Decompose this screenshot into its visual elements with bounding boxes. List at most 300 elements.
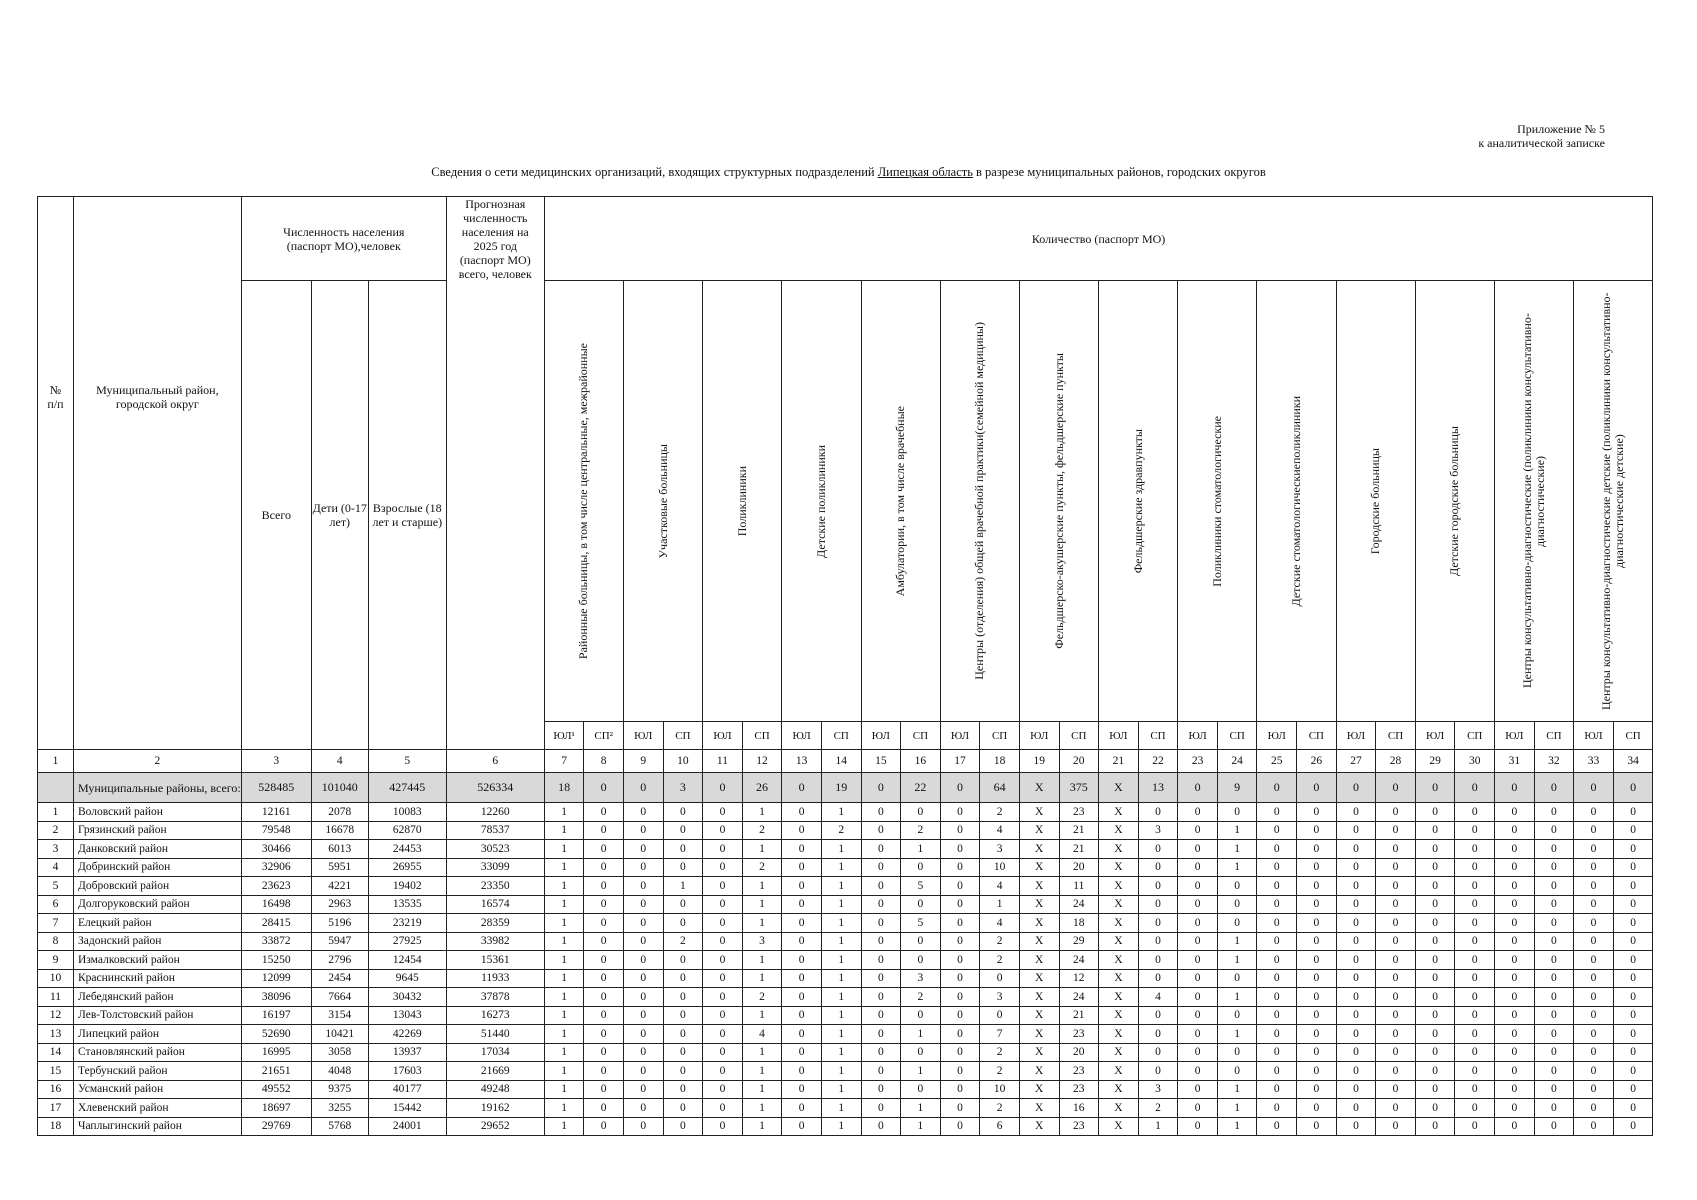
table-cell: 17603 <box>368 1062 446 1081</box>
title-text-before: Сведения о сети медицинских организаций, входящих структурных подразделений <box>431 165 878 179</box>
table-cell: 0 <box>1574 969 1614 988</box>
table-cell: 19402 <box>368 877 446 896</box>
table-cell: 0 <box>1574 914 1614 933</box>
table-cell: 0 <box>1297 1117 1337 1136</box>
table-cell: 18 <box>1059 914 1099 933</box>
header-sp: СП <box>1059 722 1099 750</box>
column-number: 5 <box>368 750 446 773</box>
table-cell: 1 <box>980 895 1020 914</box>
total-cell: 64 <box>980 773 1020 803</box>
table-cell: 0 <box>861 1006 901 1025</box>
table-cell: 0 <box>1217 895 1257 914</box>
table-cell: X <box>1099 1043 1139 1062</box>
table-cell: 0 <box>901 895 941 914</box>
row-district-name: Усманский район <box>74 1080 242 1099</box>
table-cell: X <box>1099 1117 1139 1136</box>
table-cell: 0 <box>1574 821 1614 840</box>
table-cell: 0 <box>782 877 822 896</box>
column-number: 30 <box>1455 750 1495 773</box>
table-cell: 1 <box>821 1099 861 1118</box>
table-cell: 0 <box>1534 969 1574 988</box>
table-cell: X <box>1099 895 1139 914</box>
table-cell: 0 <box>940 951 980 970</box>
column-number: 16 <box>901 750 941 773</box>
table-cell: 0 <box>703 840 743 859</box>
table-cell: X <box>1099 858 1139 877</box>
table-cell: 0 <box>1574 1043 1614 1062</box>
header-total: Всего <box>241 281 311 750</box>
table-cell: 0 <box>782 1006 822 1025</box>
table-cell: 0 <box>1376 988 1416 1007</box>
table-cell: 12454 <box>368 951 446 970</box>
table-cell: 0 <box>703 803 743 822</box>
table-cell: 0 <box>861 988 901 1007</box>
table-cell: 0 <box>1336 914 1376 933</box>
table-cell: 0 <box>1138 1006 1178 1025</box>
table-cell: 1 <box>544 951 584 970</box>
appendix-note <box>1478 122 1605 150</box>
table-cell: 0 <box>1574 1006 1614 1025</box>
header-sp: СП <box>742 722 782 750</box>
table-cell: 30523 <box>446 840 544 859</box>
table-cell: 0 <box>1297 895 1337 914</box>
table-cell: 0 <box>703 1099 743 1118</box>
table-cell: 0 <box>1455 1099 1495 1118</box>
total-cell: 19 <box>821 773 861 803</box>
table-cell: 0 <box>1178 1025 1218 1044</box>
table-cell: 0 <box>1534 932 1574 951</box>
table-cell: 0 <box>1415 895 1455 914</box>
table-row <box>38 988 1653 1007</box>
total-cell: 13 <box>1138 773 1178 803</box>
table-cell: 3 <box>980 988 1020 1007</box>
table-cell: 0 <box>584 840 624 859</box>
header-ul: ЮЛ <box>1019 722 1059 750</box>
table-cell: 9645 <box>368 969 446 988</box>
table-cell: 5196 <box>311 914 368 933</box>
table-cell: 0 <box>1336 1025 1376 1044</box>
table-cell: X <box>1019 840 1059 859</box>
table-cell: 1 <box>742 803 782 822</box>
table-cell: 0 <box>1297 877 1337 896</box>
table-cell: 0 <box>1297 1043 1337 1062</box>
table-cell: 0 <box>1415 1080 1455 1099</box>
table-cell: 0 <box>1495 1062 1535 1081</box>
table-cell: 26955 <box>368 858 446 877</box>
table-cell: 0 <box>901 932 941 951</box>
table-cell: 33099 <box>446 858 544 877</box>
table-cell: 0 <box>1495 969 1535 988</box>
table-cell: 2 <box>980 1062 1020 1081</box>
table-cell: 1 <box>1217 1099 1257 1118</box>
table-cell: 0 <box>584 858 624 877</box>
table-cell: 0 <box>940 932 980 951</box>
table-cell: 4221 <box>311 877 368 896</box>
table-cell: 0 <box>1613 932 1653 951</box>
table-cell: 15250 <box>241 951 311 970</box>
table-cell: 0 <box>584 951 624 970</box>
table-cell: 0 <box>1534 895 1574 914</box>
table-cell: 2 <box>742 988 782 1007</box>
table-cell: 0 <box>1613 1006 1653 1025</box>
table-cell: 0 <box>861 932 901 951</box>
table-cell: 2963 <box>311 895 368 914</box>
header-forecast-label: Прогнозная численность населения на 2025 год (паспорт МО) всего, человек <box>458 197 532 281</box>
header-sp: СП <box>821 722 861 750</box>
total-cell: 26 <box>742 773 782 803</box>
table-cell: 0 <box>901 858 941 877</box>
table-cell: 10083 <box>368 803 446 822</box>
table-cell: 2 <box>980 932 1020 951</box>
table-row <box>38 1006 1653 1025</box>
total-cell: 0 <box>1257 773 1297 803</box>
table-cell: 0 <box>1336 1062 1376 1081</box>
table-cell: 0 <box>1613 1099 1653 1118</box>
header-sp: СП² <box>584 722 624 750</box>
table-cell: 29769 <box>241 1117 311 1136</box>
table-cell: 11 <box>1059 877 1099 896</box>
table-cell: 24001 <box>368 1117 446 1136</box>
table-cell: 10421 <box>311 1025 368 1044</box>
table-cell: 0 <box>1376 821 1416 840</box>
table-cell: 0 <box>861 951 901 970</box>
table-cell: X <box>1099 1025 1139 1044</box>
table-cell: X <box>1099 1006 1139 1025</box>
table-cell: 0 <box>1455 1080 1495 1099</box>
table-cell: 0 <box>1257 988 1297 1007</box>
table-cell: 0 <box>1613 1117 1653 1136</box>
table-cell: 0 <box>1257 877 1297 896</box>
table-cell: 0 <box>1574 840 1614 859</box>
table-cell: 0 <box>663 858 703 877</box>
table-cell: 0 <box>1574 858 1614 877</box>
row-district-name: Измалковский район <box>74 951 242 970</box>
row-num: 13 <box>38 1025 74 1044</box>
header-population: Численность населения (паспорт МО),человек <box>241 197 446 281</box>
table-cell: 0 <box>1495 988 1535 1007</box>
table-cell: 0 <box>1613 969 1653 988</box>
column-number: 6 <box>446 750 544 773</box>
table-cell: 0 <box>1178 969 1218 988</box>
table-cell: 0 <box>1613 840 1653 859</box>
table-cell: 0 <box>861 1117 901 1136</box>
table-cell: 0 <box>1613 877 1653 896</box>
total-cell: 0 <box>940 773 980 803</box>
table-cell: 0 <box>1495 858 1535 877</box>
table-cell: X <box>1019 858 1059 877</box>
table-cell: 0 <box>861 858 901 877</box>
table-cell: X <box>1019 969 1059 988</box>
table-cell: 0 <box>1178 1006 1218 1025</box>
table-cell: 0 <box>584 1080 624 1099</box>
table-cell: 29652 <box>446 1117 544 1136</box>
header-ul: ЮЛ <box>1495 722 1535 750</box>
table-cell: 0 <box>1415 840 1455 859</box>
table-cell: 1 <box>544 914 584 933</box>
table-cell: 0 <box>1455 951 1495 970</box>
table-cell: 0 <box>1534 1099 1574 1118</box>
table-cell: 0 <box>861 969 901 988</box>
table-cell: 0 <box>1217 1043 1257 1062</box>
table-cell: 0 <box>1257 858 1297 877</box>
table-cell: 0 <box>1178 914 1218 933</box>
header-sp: СП <box>1376 722 1416 750</box>
table-cell: 0 <box>623 840 663 859</box>
table-cell: 0 <box>1415 951 1455 970</box>
table-cell: 0 <box>1257 1025 1297 1044</box>
table-cell: 1 <box>821 1117 861 1136</box>
table-cell: 0 <box>623 1006 663 1025</box>
table-cell: 2454 <box>311 969 368 988</box>
table-cell: X <box>1019 877 1059 896</box>
header-ul: ЮЛ <box>782 722 822 750</box>
table-cell: 0 <box>1495 1099 1535 1118</box>
table-cell: 0 <box>1495 821 1535 840</box>
table-cell: 0 <box>1297 1025 1337 1044</box>
table-cell: 0 <box>623 951 663 970</box>
table-cell: 4 <box>980 821 1020 840</box>
table-cell: 0 <box>1455 1062 1495 1081</box>
table-cell: 2 <box>980 1099 1020 1118</box>
table-cell: 0 <box>623 988 663 1007</box>
table-cell: 0 <box>1495 1025 1535 1044</box>
table-cell: 5 <box>901 914 941 933</box>
table-cell: 0 <box>1336 988 1376 1007</box>
table-cell: 21669 <box>446 1062 544 1081</box>
table-cell: 0 <box>940 858 980 877</box>
table-cell: 0 <box>1495 877 1535 896</box>
table-cell: 3 <box>742 932 782 951</box>
total-cell: 3 <box>663 773 703 803</box>
table-cell: 0 <box>1257 1099 1297 1118</box>
total-cell: 0 <box>1415 773 1455 803</box>
table-cell: 0 <box>782 969 822 988</box>
header-sp: СП <box>1534 722 1574 750</box>
table-cell: 2 <box>980 803 1020 822</box>
row-num: 12 <box>38 1006 74 1025</box>
table-cell: 0 <box>584 1006 624 1025</box>
table-cell: 1 <box>544 858 584 877</box>
table-cell: 2 <box>821 821 861 840</box>
table-cell: 1 <box>742 1062 782 1081</box>
document-title <box>0 165 1697 180</box>
table-cell: 5951 <box>311 858 368 877</box>
table-cell: 0 <box>1455 895 1495 914</box>
table-cell: 42269 <box>368 1025 446 1044</box>
table-cell: 0 <box>1257 1062 1297 1081</box>
table-cell: 0 <box>1138 877 1178 896</box>
table-cell: 28415 <box>241 914 311 933</box>
table-cell: 1 <box>821 803 861 822</box>
table-cell: 0 <box>623 858 663 877</box>
table-cell: 0 <box>1178 803 1218 822</box>
table-cell: 0 <box>861 1043 901 1062</box>
row-num: 10 <box>38 969 74 988</box>
total-cell: 0 <box>1178 773 1218 803</box>
table-cell: 0 <box>861 895 901 914</box>
table-cell: 1 <box>1217 840 1257 859</box>
header-category-5 <box>861 281 940 722</box>
table-cell: 0 <box>1336 932 1376 951</box>
table-cell: 0 <box>1415 988 1455 1007</box>
header-category-label: Районные больницы, в том числе центральные, межрайонные <box>576 342 591 660</box>
header-sp: СП <box>1217 722 1257 750</box>
table-cell: 2 <box>980 951 1020 970</box>
table-row <box>38 969 1653 988</box>
table-cell: 62870 <box>368 821 446 840</box>
table-cell: 1 <box>821 988 861 1007</box>
row-district-name: Грязинский район <box>74 821 242 840</box>
table-cell: 0 <box>623 932 663 951</box>
table-cell: 16498 <box>241 895 311 914</box>
table-cell: 0 <box>1415 932 1455 951</box>
table-cell: 0 <box>1336 821 1376 840</box>
table-cell: 0 <box>1455 840 1495 859</box>
table-row <box>38 1043 1653 1062</box>
table-cell: 0 <box>901 951 941 970</box>
row-district-name: Хлевенский район <box>74 1099 242 1118</box>
table-cell: 1 <box>742 895 782 914</box>
header-category-4 <box>782 281 861 722</box>
row-district-name: Тербунский район <box>74 1062 242 1081</box>
table-cell: 3255 <box>311 1099 368 1118</box>
table-cell: 0 <box>1257 1006 1297 1025</box>
row-num: 6 <box>38 895 74 914</box>
total-cell: 0 <box>1455 773 1495 803</box>
table-cell: 0 <box>1574 951 1614 970</box>
table-cell: 0 <box>1534 877 1574 896</box>
table-cell: 0 <box>1178 1080 1218 1099</box>
header-category-2 <box>623 281 702 722</box>
table-cell: 0 <box>1336 1006 1376 1025</box>
header-category-label: Поликлиники <box>734 465 749 537</box>
table-cell: 0 <box>1495 1006 1535 1025</box>
table-cell: X <box>1099 1062 1139 1081</box>
column-number: 34 <box>1613 750 1653 773</box>
row-district-name: Долгоруковский район <box>74 895 242 914</box>
table-cell: 4 <box>1138 988 1178 1007</box>
row-num: 5 <box>38 877 74 896</box>
table-cell: 1 <box>742 969 782 988</box>
row-district-name: Чаплыгинский район <box>74 1117 242 1136</box>
table-cell: 0 <box>1415 858 1455 877</box>
header-ul: ЮЛ <box>1574 722 1614 750</box>
table-row <box>38 1099 1653 1118</box>
column-number: 11 <box>703 750 743 773</box>
table-cell: 0 <box>1138 803 1178 822</box>
table-cell: 0 <box>980 969 1020 988</box>
table-cell: 0 <box>1297 840 1337 859</box>
table-cell: 1 <box>1217 821 1257 840</box>
table-cell: 0 <box>663 803 703 822</box>
table-cell: 0 <box>940 1117 980 1136</box>
total-cell: 526334 <box>446 773 544 803</box>
table-cell: 2 <box>901 988 941 1007</box>
table-cell: 20 <box>1059 1043 1099 1062</box>
table-cell: 0 <box>901 1006 941 1025</box>
table-cell: 0 <box>703 1062 743 1081</box>
table-cell: 0 <box>1495 951 1535 970</box>
total-cell: 528485 <box>241 773 311 803</box>
table-cell: 0 <box>703 1117 743 1136</box>
header-children: Дети (0-17 лет) <box>311 281 368 750</box>
table-cell: 1 <box>742 914 782 933</box>
table-cell: 5768 <box>311 1117 368 1136</box>
table-cell: 0 <box>1178 1043 1218 1062</box>
total-cell: 0 <box>1534 773 1574 803</box>
column-number: 14 <box>821 750 861 773</box>
table-cell: 30432 <box>368 988 446 1007</box>
table-cell: 0 <box>1336 1080 1376 1099</box>
table-cell: 23219 <box>368 914 446 933</box>
table-cell: 0 <box>703 895 743 914</box>
table-cell: 0 <box>1455 1006 1495 1025</box>
total-cell: 0 <box>1376 773 1416 803</box>
table-cell: 0 <box>623 803 663 822</box>
total-num <box>38 773 74 803</box>
header-category-label: Центры консультативно-диагностические (поликлиники консультативно-диагностические) <box>1520 313 1548 689</box>
header-ul: ЮЛ <box>1257 722 1297 750</box>
table-cell: 0 <box>1415 877 1455 896</box>
table-cell: 3 <box>1138 821 1178 840</box>
column-number: 4 <box>311 750 368 773</box>
table-cell: 1 <box>544 840 584 859</box>
table-cell: 0 <box>1376 1099 1416 1118</box>
table-cell: 0 <box>1534 840 1574 859</box>
total-cell: 0 <box>1336 773 1376 803</box>
table-cell: 38096 <box>241 988 311 1007</box>
table-cell: 0 <box>940 1099 980 1118</box>
table-cell: 0 <box>663 1080 703 1099</box>
table-cell: X <box>1099 1080 1139 1099</box>
column-number: 20 <box>1059 750 1099 773</box>
table-cell: 0 <box>584 932 624 951</box>
header-category-label: Детские городские больницы <box>1447 426 1462 576</box>
table-cell: 1 <box>742 1080 782 1099</box>
table-cell: 1 <box>544 895 584 914</box>
column-number: 18 <box>980 750 1020 773</box>
total-cell: 18 <box>544 773 584 803</box>
table-cell: 23 <box>1059 1025 1099 1044</box>
table-cell: 0 <box>1376 858 1416 877</box>
header-adults: Взрослые (18 лет и старше) <box>368 281 446 750</box>
table-cell: 1 <box>544 821 584 840</box>
table-cell: 28359 <box>446 914 544 933</box>
table-cell: X <box>1099 821 1139 840</box>
table-cell: 0 <box>1455 988 1495 1007</box>
table-cell: 0 <box>1138 1043 1178 1062</box>
table-cell: 1 <box>544 1025 584 1044</box>
table-cell: 0 <box>1495 840 1535 859</box>
table-cell: 7664 <box>311 988 368 1007</box>
table-cell: 0 <box>782 1099 822 1118</box>
header-category-label: Городские больницы <box>1368 447 1383 555</box>
table-cell: 0 <box>1376 1006 1416 1025</box>
table-cell: 1 <box>544 803 584 822</box>
table-cell: 0 <box>1574 988 1614 1007</box>
table-cell: 0 <box>703 932 743 951</box>
table-cell: 0 <box>1415 914 1455 933</box>
table-cell: 0 <box>1574 1062 1614 1081</box>
table-cell: 12 <box>1059 969 1099 988</box>
table-cell: 16273 <box>446 1006 544 1025</box>
total-cell: 0 <box>1495 773 1535 803</box>
table-cell: 0 <box>623 1117 663 1136</box>
table-cell: 1 <box>1217 988 1257 1007</box>
table-cell: 0 <box>1297 932 1337 951</box>
table-cell: 0 <box>782 821 822 840</box>
table-cell: 0 <box>861 840 901 859</box>
